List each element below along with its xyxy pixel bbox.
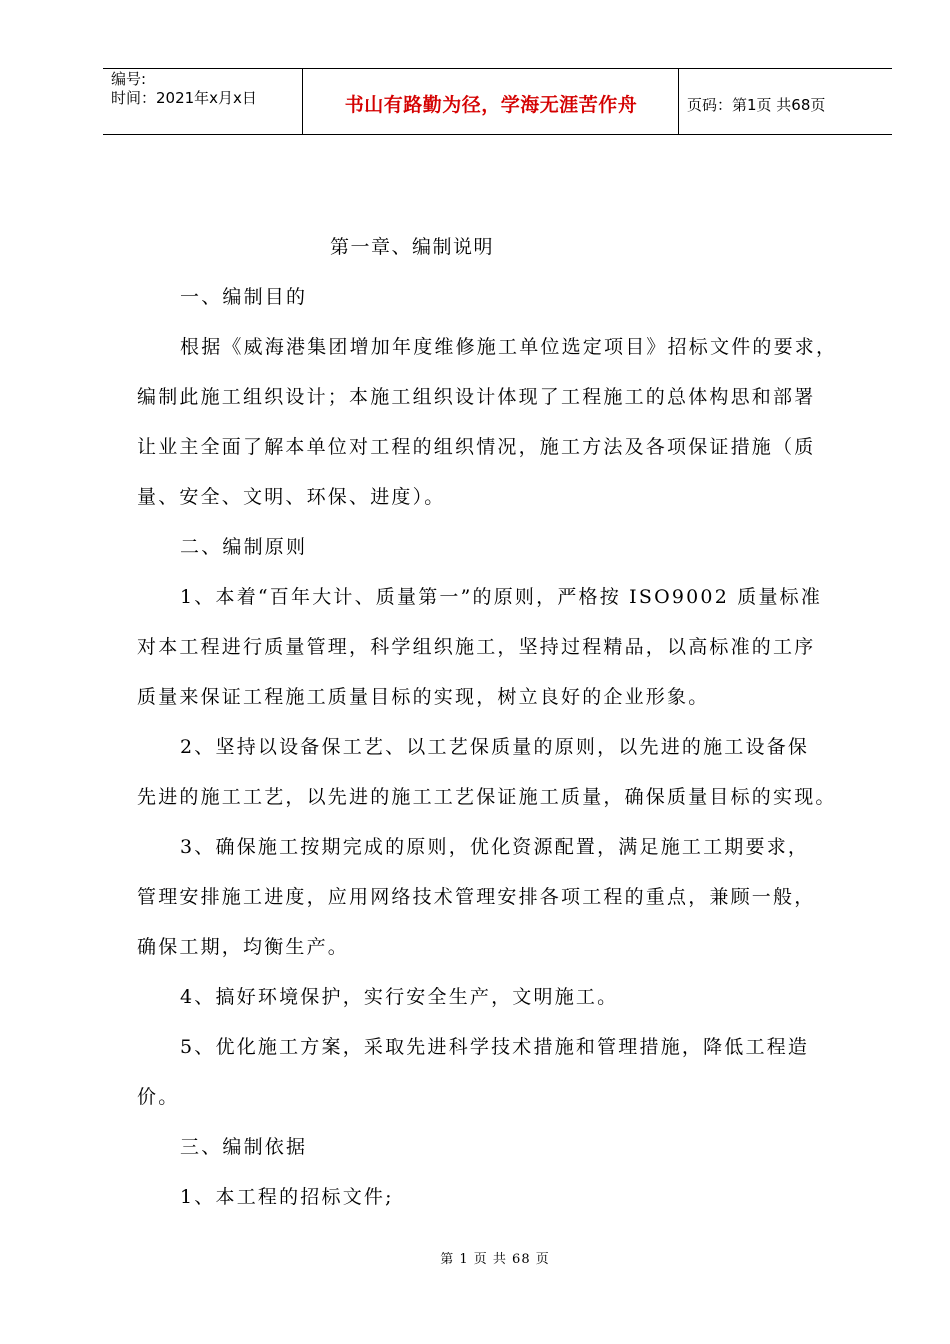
- header-page-info: 页码：第1页 共68页: [687, 96, 826, 114]
- paragraph-line: 先进的施工工艺，以先进的施工工艺保证施工质量，确保质量目标的实现。: [137, 786, 837, 808]
- header-motto: 书山有路勤为径，学海无涯苦作舟: [344, 94, 638, 116]
- paragraph-line: 编制此施工组织设计；本施工组织设计体现了工程施工的总体构思和部署: [137, 386, 816, 408]
- paragraph-line: 根据《威海港集团增加年度维修施工单位选定项目》招标文件的要求，: [180, 336, 838, 358]
- paragraph-line: 管理安排施工进度，应用网络技术管理安排各项工程的重点，兼顾一般，: [137, 886, 816, 908]
- paragraph-line: 量、安全、文明、环保、进度）。: [137, 486, 446, 508]
- header-meta: [111, 70, 257, 108]
- paragraph-line: 3、确保施工按期完成的原则，优化资源配置，满足施工工期要求，: [180, 836, 810, 858]
- page-header: [103, 68, 892, 135]
- section-heading: 一、编制目的: [180, 286, 308, 308]
- header-divider: [678, 69, 679, 134]
- paragraph-line: 2、坚持以设备保工艺、以工艺保质量的原则，以先进的施工设备保: [180, 736, 810, 758]
- paragraph-line: 确保工期，均衡生产。: [137, 936, 350, 958]
- paragraph-line: 价。: [137, 1086, 180, 1108]
- paragraph-line: 对本工程进行质量管理，科学组织施工，坚持过程精品，以高标准的工序: [137, 636, 816, 658]
- paragraph-line: 让业主全面了解本单位对工程的组织情况，施工方法及各项保证措施（质: [137, 436, 816, 458]
- number-label: 编号:: [111, 70, 147, 88]
- paragraph-line: 5、优化施工方案，采取先进科学技术措施和管理措施，降低工程造: [180, 1036, 810, 1058]
- paragraph-line: 1、本着“百年大计、质量第一”的原则，严格按 ISO9002 质量标准: [180, 586, 823, 608]
- header-divider: [302, 69, 303, 134]
- chapter-title: 第一章、编制说明: [330, 236, 495, 258]
- section-heading: 二、编制原则: [180, 536, 308, 558]
- paragraph-line: 质量来保证工程施工质量目标的实现，树立良好的企业形象。: [137, 686, 710, 708]
- section-heading: 三、编制依据: [180, 1136, 308, 1158]
- date-label: 时间：2021年x月x日: [111, 89, 257, 107]
- paragraph-line: 4、搞好环境保护，实行安全生产，文明施工。: [180, 986, 619, 1008]
- paragraph-line: 1、本工程的招标文件;: [180, 1186, 394, 1208]
- page-footer: 第 1 页 共 68 页: [440, 1252, 550, 1267]
